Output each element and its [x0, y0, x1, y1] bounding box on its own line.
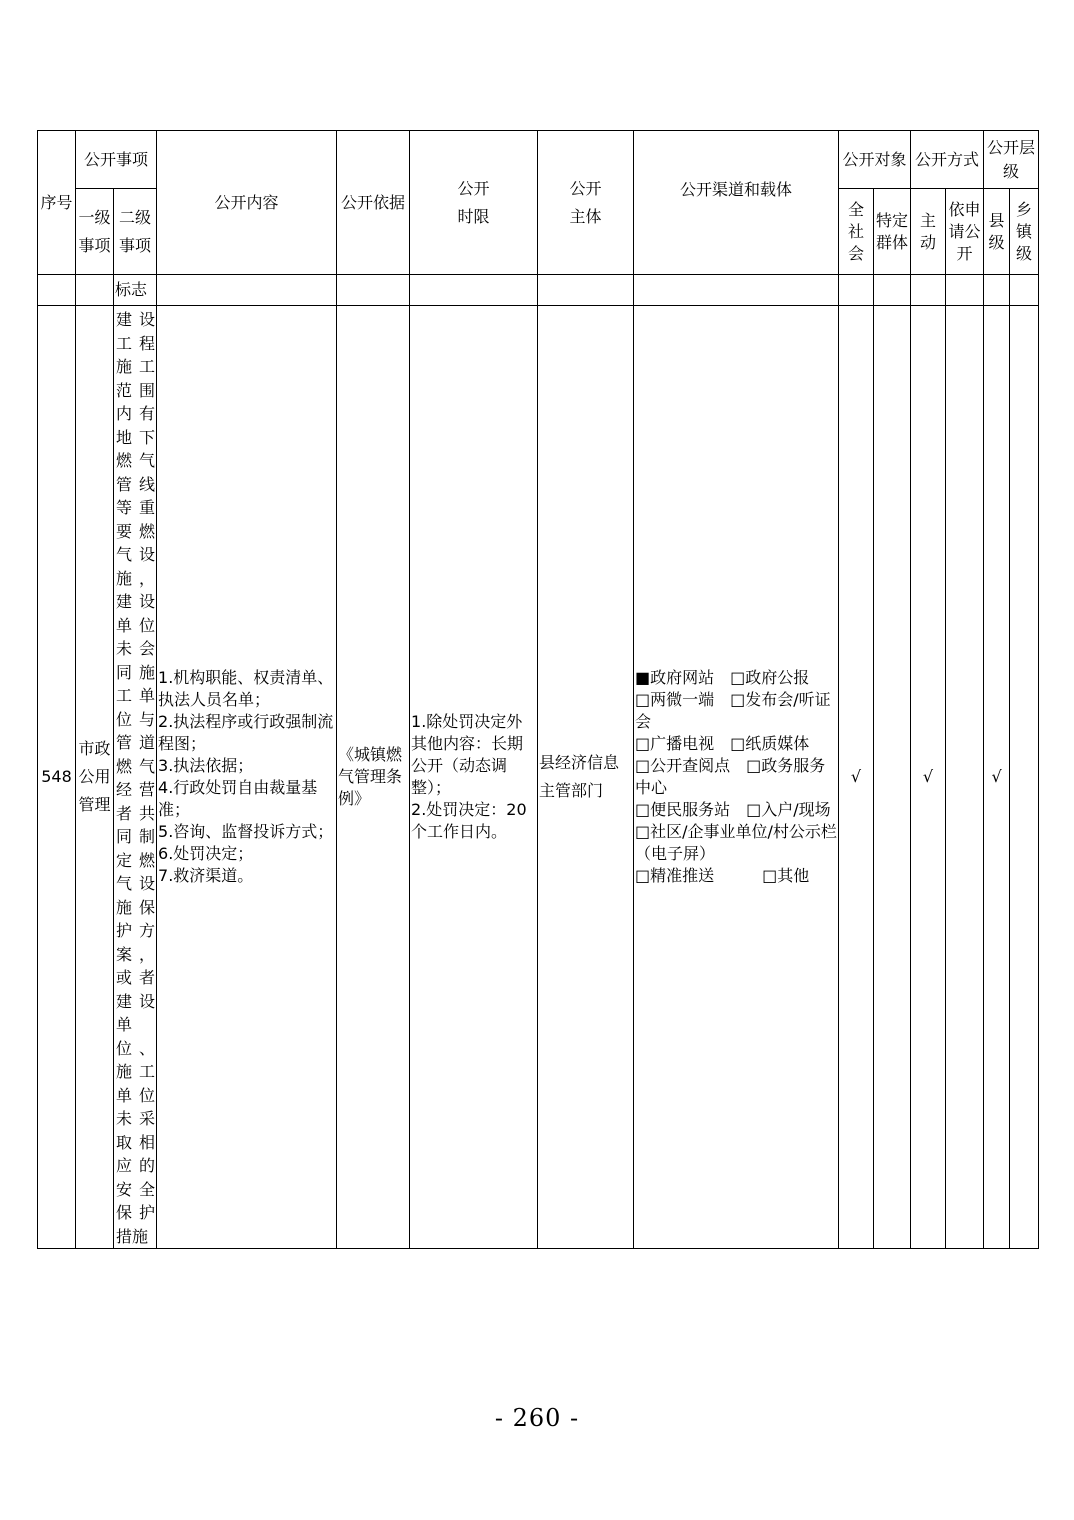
header-method-request: 依申 请公 开: [946, 189, 984, 275]
row-level-county: √: [984, 306, 1010, 1249]
row-content: 1.机构职能、权责清单、执法人员名单； 2.执法程序或行政强制流程图； 3.执法依据； 4.行政处罚自由裁量基准； 5.咨询、监督投诉方式； 6.处罚决定； 7.救济渠道。: [157, 306, 337, 1249]
continued-level2: 标志: [114, 275, 157, 306]
row-method-request: [946, 306, 984, 1249]
header-content: 公开内容: [157, 131, 337, 275]
row-level-town: [1010, 306, 1039, 1249]
header-channel: 公开渠道和载体: [634, 131, 839, 275]
row-level2-col-b: 设 程 工 围 有 下 气 线 重 燃 设 ， 设 位 会 施 单 与 道 气 营 共 制 燃 设 保 方 ， 者 设 、 工 位 采 相 的 全 护: [139, 310, 156, 1222]
header-time-limit: 公开 时限: [410, 131, 538, 275]
header-level2: 二级 事项: [114, 189, 157, 275]
header-seq: 序号: [38, 131, 76, 275]
row-level2: [114, 306, 157, 1249]
header-target: 公开对象: [839, 131, 911, 189]
row-seq: 548: [38, 306, 76, 1249]
row-basis: 《城镇燃气管理条例》: [337, 306, 410, 1249]
header-level1: 一级 事项: [76, 189, 114, 275]
header-target-specific: 特定 群体: [874, 189, 911, 275]
header-basis: 公开依据: [337, 131, 410, 275]
page-number: - 260 -: [494, 1404, 580, 1432]
row-channels: ■政府网站 □政府公报 □两微一端 □发布会/听证会 □广播电视 □纸质媒体 □公开查阅点 □政务服务中心 □便民服务站 □入户/现场 □社区/企事业单位/村公示栏（电子屏） □精准推送 □其他: [634, 306, 839, 1249]
header-method-active: 主 动: [911, 189, 946, 275]
header-level-county: 县 级: [984, 189, 1010, 275]
row-level2-col-a: 建 工 施 范 内 地 燃 管 等 要 气 施 建 单 未 同 工 位 管 燃 经 者 同 定 气 施 护 案 或 建 单 位 施 单 未 取 应 安 保 措施: [116, 310, 149, 1246]
header-level: 公开层 级: [984, 131, 1039, 189]
row-time-limit: 1.除处罚决定外其他内容：长期公开（动态调整）； 2.处罚决定：20个工作日内。: [410, 306, 538, 1249]
row-method-active: √: [911, 306, 946, 1249]
header-target-all: 全 社 会: [839, 189, 874, 275]
row-target-all: √: [839, 306, 874, 1249]
disclosure-table: [37, 130, 1039, 1249]
row-target-specific: [874, 306, 911, 1249]
header-method: 公开方式: [911, 131, 984, 189]
header-subject: 公开 主体: [538, 131, 634, 275]
header-matter: 公开事项: [76, 131, 157, 189]
row-subject: 县经济信息主管部门: [538, 306, 634, 1249]
header-level-town: 乡 镇 级: [1010, 189, 1039, 275]
row-level1: 市政 公用 管理: [76, 306, 114, 1249]
